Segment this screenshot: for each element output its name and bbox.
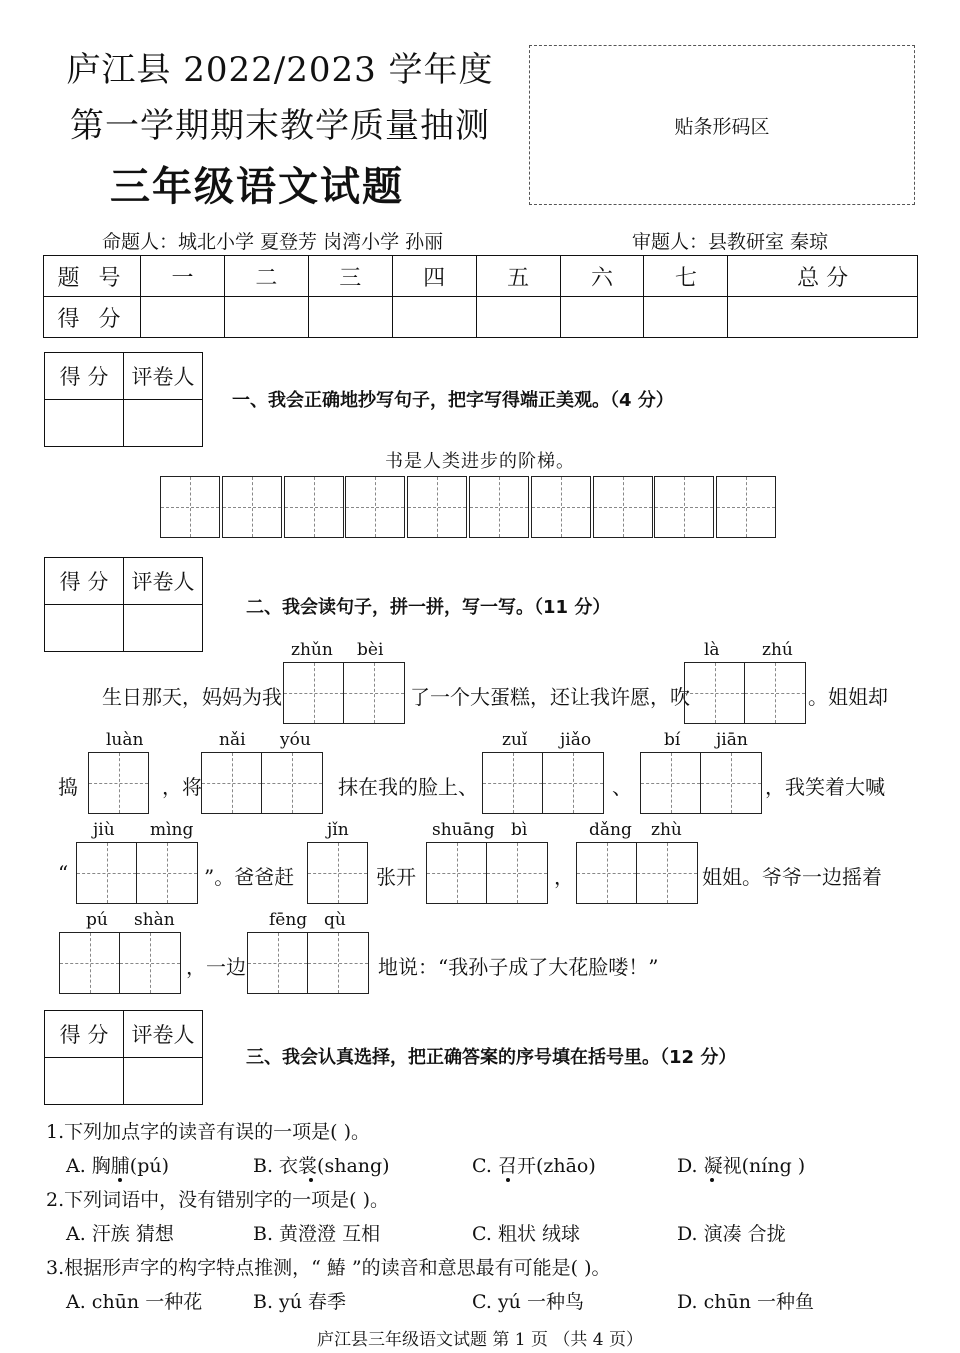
writing-cell[interactable] bbox=[137, 842, 198, 904]
barcode-label: 贴条形码区 bbox=[674, 115, 770, 138]
score-cell[interactable] bbox=[560, 297, 644, 338]
question-1-option-c[interactable]: C. 召开(zhāo) bbox=[472, 1155, 596, 1177]
pinyin: zhú bbox=[762, 640, 793, 660]
pinyin: jiǎo bbox=[560, 730, 592, 750]
sentence-text: ，我笑着大喊 bbox=[765, 775, 885, 799]
grader-score-label: 得 分 bbox=[45, 1011, 124, 1058]
grader-score-cell[interactable] bbox=[45, 400, 124, 447]
question-2: 2.下列词语中，没有错别字的一项是( )。 bbox=[46, 1189, 389, 1211]
answer-box-jiuming[interactable] bbox=[76, 842, 198, 904]
pinyin: jiān bbox=[716, 730, 748, 750]
pinyin: là bbox=[704, 640, 720, 660]
grader-score-cell[interactable] bbox=[45, 605, 124, 652]
writing-cell[interactable] bbox=[307, 842, 368, 904]
question-3-option-d[interactable]: D. chūn 一种鱼 bbox=[677, 1291, 815, 1313]
pinyin: luàn bbox=[106, 730, 144, 750]
answer-box-naiyou[interactable] bbox=[201, 752, 323, 814]
pinyin: shuāng bbox=[432, 820, 495, 840]
sentence-text: ”。爸爸赶 bbox=[204, 865, 295, 889]
score-cell[interactable] bbox=[476, 297, 560, 338]
answer-box-luan[interactable] bbox=[88, 752, 149, 814]
question-3: 3.根据形声字的构字特点推测，“ 鰆 ”的读音和意思最有可能是( )。 bbox=[46, 1257, 611, 1279]
grader-name-label: 评卷人 bbox=[124, 1011, 203, 1058]
score-table-col: 一 bbox=[141, 256, 225, 297]
writing-cell[interactable] bbox=[637, 842, 698, 904]
pinyin: bèi bbox=[357, 640, 384, 660]
copy-grid[interactable] bbox=[160, 476, 778, 538]
copy-sentence: 书是人类进步的阶梯。 bbox=[385, 451, 575, 472]
writing-cell[interactable] bbox=[531, 476, 591, 538]
question-2-option-d[interactable]: D. 演凑 合拢 bbox=[677, 1223, 786, 1245]
question-3-option-c[interactable]: C. yú 一种鸟 bbox=[472, 1291, 584, 1313]
question-3-option-b[interactable]: B. yú 春季 bbox=[253, 1291, 347, 1313]
sentence-text: ，一边 bbox=[186, 955, 246, 979]
question-2-option-b[interactable]: B. 黄澄澄 互相 bbox=[253, 1223, 381, 1245]
pinyin: mìng bbox=[150, 820, 194, 840]
writing-cell[interactable] bbox=[201, 752, 262, 814]
answer-box-zhunbei[interactable] bbox=[283, 662, 405, 724]
grader-box-1 bbox=[44, 352, 203, 447]
writing-cell[interactable] bbox=[308, 932, 369, 994]
writing-cell[interactable] bbox=[701, 752, 762, 814]
answer-box-zuijiao[interactable] bbox=[482, 752, 604, 814]
pinyin: shàn bbox=[134, 910, 175, 930]
grader-name-cell[interactable] bbox=[124, 605, 203, 652]
writing-cell[interactable] bbox=[654, 476, 714, 538]
grader-name-label: 评卷人 bbox=[124, 353, 203, 400]
emphasis-dot bbox=[309, 1178, 313, 1182]
section1-title: 一、我会正确地抄写句子，把字写得端正美观。（4 分） bbox=[232, 390, 674, 411]
answer-box-bijian[interactable] bbox=[640, 752, 762, 814]
writing-cell[interactable] bbox=[284, 476, 344, 538]
pinyin: pú bbox=[86, 910, 108, 930]
score-row-label: 得 分 bbox=[44, 297, 141, 338]
question-1-option-a[interactable]: A. 胸脯(pú) bbox=[66, 1155, 170, 1177]
score-table-col: 六 bbox=[560, 256, 644, 297]
writing-cell[interactable] bbox=[745, 662, 806, 724]
question-1: 1.下列加点字的读音有误的一项是( )。 bbox=[46, 1121, 370, 1143]
writing-cell[interactable] bbox=[487, 842, 548, 904]
writing-cell[interactable] bbox=[120, 932, 181, 994]
answer-box-fengqu[interactable] bbox=[247, 932, 369, 994]
authors-left: 命题人：城北小学 夏登芳 岗湾小学 孙丽 bbox=[102, 231, 444, 253]
pinyin: nǎi bbox=[219, 730, 246, 750]
writing-cell[interactable] bbox=[283, 662, 344, 724]
exam-subject-title: 三年级语文试题 bbox=[110, 164, 404, 210]
pinyin: jǐn bbox=[327, 820, 349, 840]
authors-right: 审题人：县教研室 秦琼 bbox=[632, 231, 829, 253]
score-table bbox=[43, 255, 918, 338]
score-cell[interactable] bbox=[141, 297, 225, 338]
score-table-col: 四 bbox=[392, 256, 476, 297]
score-cell[interactable] bbox=[728, 297, 918, 338]
answer-box-pushan[interactable] bbox=[59, 932, 181, 994]
sentence-text: 捣 bbox=[58, 775, 78, 799]
writing-cell[interactable] bbox=[88, 752, 149, 814]
pinyin: yóu bbox=[280, 730, 311, 750]
section2-title: 二、我会读句子，拼一拼，写一写。（11 分） bbox=[246, 597, 611, 618]
pinyin: jiù bbox=[93, 820, 115, 840]
exam-title-line2: 第一学期期末教学质量抽测 bbox=[70, 106, 490, 146]
sentence-text: 张开 bbox=[376, 865, 416, 889]
sentence-text: ，将 bbox=[162, 775, 202, 799]
score-table-total: 总 分 bbox=[728, 256, 918, 297]
writing-cell[interactable] bbox=[716, 476, 776, 538]
writing-cell[interactable] bbox=[222, 476, 282, 538]
grader-score-label: 得 分 bbox=[45, 353, 124, 400]
emphasis-dot bbox=[710, 1178, 714, 1182]
writing-cell[interactable] bbox=[576, 842, 637, 904]
exam-title-line1: 庐江县 2022/2023 学年度 bbox=[66, 50, 494, 90]
writing-cell[interactable] bbox=[59, 932, 120, 994]
writing-cell[interactable] bbox=[76, 842, 137, 904]
grader-name-cell[interactable] bbox=[124, 1058, 203, 1105]
writing-cell[interactable] bbox=[344, 662, 405, 724]
sentence-text: 。姐姐却 bbox=[808, 685, 888, 709]
writing-cell[interactable] bbox=[469, 476, 529, 538]
writing-cell[interactable] bbox=[482, 752, 543, 814]
pinyin: qù bbox=[324, 910, 346, 930]
pinyin: dǎng bbox=[589, 820, 632, 840]
writing-cell[interactable] bbox=[543, 752, 604, 814]
writing-cell[interactable] bbox=[247, 932, 308, 994]
sentence-text: 抹在我的脸上、 bbox=[338, 775, 478, 799]
grader-score-cell[interactable] bbox=[45, 1058, 124, 1105]
pinyin: zhù bbox=[651, 820, 682, 840]
writing-cell[interactable] bbox=[593, 476, 653, 538]
writing-cell[interactable] bbox=[345, 476, 405, 538]
grader-name-cell[interactable] bbox=[124, 400, 203, 447]
emphasis-dot bbox=[118, 1178, 122, 1182]
pinyin: zhǔn bbox=[291, 640, 333, 660]
writing-cell[interactable] bbox=[160, 476, 220, 538]
page-footer: 庐江县三年级语文试题 第 1 页 （共 4 页） bbox=[316, 1330, 644, 1350]
sentence-text: 生日那天，妈妈为我 bbox=[102, 685, 282, 709]
question-2-option-c[interactable]: C. 粗状 绒球 bbox=[472, 1223, 580, 1245]
score-table-col: 二 bbox=[224, 256, 308, 297]
score-cell[interactable] bbox=[392, 297, 476, 338]
score-table-col: 五 bbox=[476, 256, 560, 297]
pinyin: bí bbox=[664, 730, 681, 750]
grader-score-label: 得 分 bbox=[45, 558, 124, 605]
score-table-col: 七 bbox=[644, 256, 728, 297]
sentence-text: 了一个大蛋糕，还让我许愿，吹 bbox=[410, 685, 690, 709]
score-cell[interactable] bbox=[644, 297, 728, 338]
answer-box-shuangbi[interactable] bbox=[426, 842, 548, 904]
answer-box-lazhu[interactable] bbox=[684, 662, 806, 724]
question-1-option-b[interactable]: B. 衣裳(shang) bbox=[253, 1155, 390, 1177]
sentence-text: “ bbox=[58, 861, 69, 885]
answer-box-jin[interactable] bbox=[307, 842, 368, 904]
question-3-option-a[interactable]: A. chūn 一种花 bbox=[66, 1291, 203, 1313]
writing-cell[interactable] bbox=[640, 752, 701, 814]
writing-cell[interactable] bbox=[684, 662, 745, 724]
score-table-header: 题 号 bbox=[44, 256, 141, 297]
score-cell[interactable] bbox=[308, 297, 392, 338]
pinyin: bì bbox=[511, 820, 528, 840]
writing-cell[interactable] bbox=[262, 752, 323, 814]
score-cell[interactable] bbox=[224, 297, 308, 338]
grader-box-2 bbox=[44, 557, 203, 652]
pinyin: zuǐ bbox=[502, 730, 528, 750]
grader-name-label: 评卷人 bbox=[124, 558, 203, 605]
pinyin: fēng bbox=[269, 910, 308, 930]
sentence-text: ， bbox=[554, 865, 574, 889]
question-2-option-a[interactable]: A. 汗族 猜想 bbox=[66, 1223, 174, 1245]
score-table-col: 三 bbox=[308, 256, 392, 297]
section3-title: 三、我会认真选择，把正确答案的序号填在括号里。（12 分） bbox=[246, 1047, 737, 1068]
sentence-text: 、 bbox=[612, 775, 632, 799]
writing-cell[interactable] bbox=[407, 476, 467, 538]
question-1-option-d[interactable]: D. 凝视(níng ) bbox=[677, 1155, 806, 1177]
sentence-text: 地说：“我孙子成了大花脸喽！” bbox=[378, 955, 659, 979]
barcode-area bbox=[529, 45, 915, 205]
sentence-text: 姐姐。爷爷一边摇着 bbox=[702, 865, 882, 889]
grader-box-3 bbox=[44, 1010, 203, 1105]
emphasis-dot bbox=[506, 1178, 510, 1182]
answer-box-dangzhu[interactable] bbox=[576, 842, 698, 904]
writing-cell[interactable] bbox=[426, 842, 487, 904]
